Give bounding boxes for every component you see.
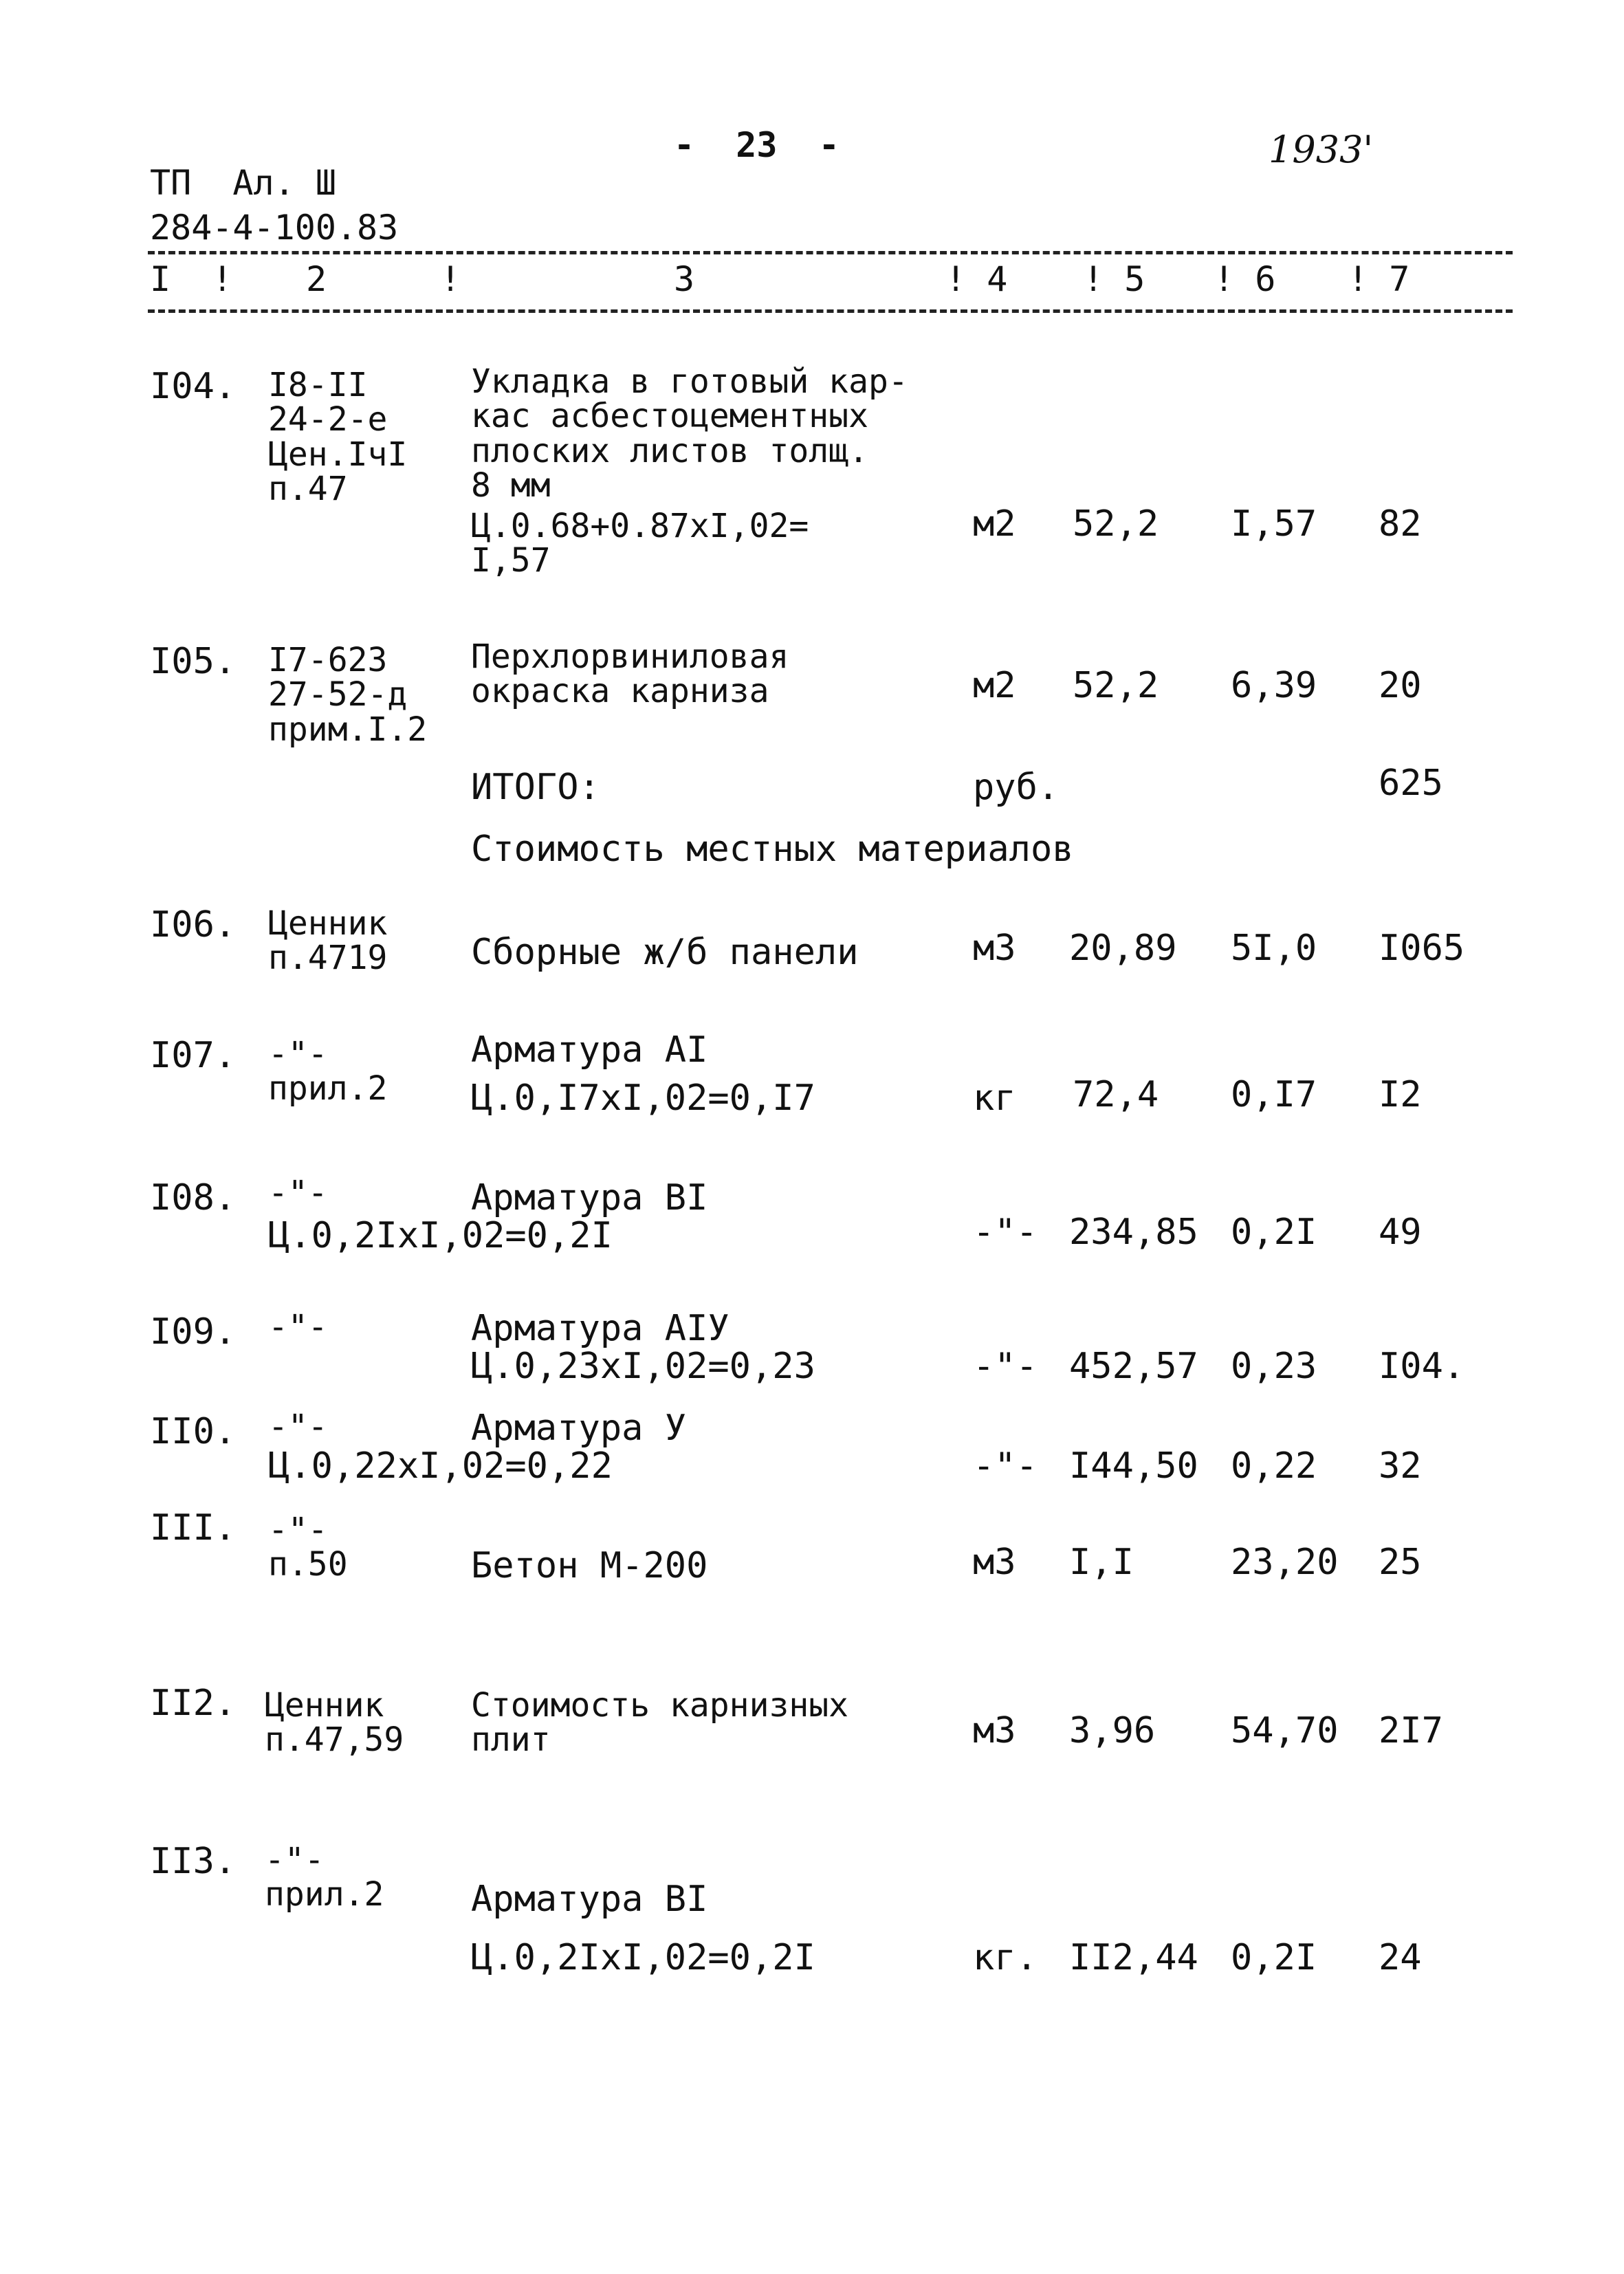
row-number: II0.: [150, 1411, 237, 1452]
row-total: 20: [1379, 665, 1422, 706]
row-price: 0,22: [1231, 1445, 1317, 1487]
row-total: 82: [1379, 503, 1422, 545]
row-unit: м3: [973, 1542, 1016, 1583]
row-number: I07.: [150, 1035, 237, 1076]
row-total: I065: [1379, 928, 1465, 969]
project-code-line1: ТП Ал. Ш: [150, 163, 336, 203]
row-price: I,57: [1231, 503, 1317, 545]
row-number: II2.: [150, 1683, 237, 1724]
row-number: I05.: [150, 641, 237, 682]
row-reference: -"- п.50: [268, 1511, 348, 1584]
row-calculation: Ц.0,I7хI,02=0,I7: [471, 1078, 815, 1119]
row-total: 2I7: [1379, 1710, 1443, 1751]
row-quantity: 52,2: [1073, 503, 1159, 545]
row-description: Перхлорвиниловая окраска карниза: [471, 637, 789, 711]
column-header-5: ! 5: [1083, 259, 1145, 299]
row-reference: -"-: [268, 1174, 328, 1212]
column-header-1: I !: [150, 259, 233, 299]
row-number: III.: [150, 1507, 237, 1549]
row-unit: м2: [973, 665, 1016, 706]
row-calculation: Ц.0,2IхI,02=0,2I: [471, 1937, 815, 1978]
section-heading: Стоимость местных материалов: [471, 829, 1074, 870]
row-description: Бетон М-200: [471, 1545, 708, 1586]
row-unit: кг.: [973, 1937, 1038, 1978]
row-description: Арматура ВI: [471, 1879, 708, 1920]
row-unit: -"-: [973, 1445, 1038, 1487]
row-reference: -"- прил.2: [265, 1841, 384, 1914]
row-description: Арматура АI: [471, 1029, 708, 1071]
row-total: 32: [1379, 1445, 1422, 1487]
column-header-4: ! 4: [945, 259, 1008, 299]
row-quantity: 52,2: [1073, 665, 1159, 706]
subtotal-total: 625: [1379, 763, 1443, 804]
row-quantity: I,I: [1069, 1542, 1134, 1583]
row-quantity: 72,4: [1073, 1074, 1159, 1115]
project-code-line2: 284-4-100.83: [150, 208, 399, 248]
row-price: 0,23: [1231, 1346, 1317, 1387]
row-quantity: I44,50: [1069, 1445, 1198, 1487]
row-reference: -"- прил.2: [268, 1035, 388, 1108]
row-calculation: Ц.0,2IхI,02=0,2I: [268, 1215, 613, 1256]
row-reference: Ценник п.47,59: [265, 1686, 404, 1760]
row-total: 24: [1379, 1937, 1422, 1978]
row-unit: м3: [973, 928, 1016, 969]
row-number: I08.: [150, 1177, 237, 1218]
row-reference: -"-: [268, 1308, 328, 1346]
row-description: Арматура ВI: [471, 1177, 708, 1218]
row-reference: I8-II 24-2-е Цен.IчI п.47: [268, 366, 408, 509]
row-price: 6,39: [1231, 665, 1317, 706]
column-header-2: 2: [306, 259, 327, 299]
row-unit: кг: [973, 1078, 1016, 1119]
row-description: Сборные ж/б панели: [471, 932, 859, 973]
row-unit: -"-: [973, 1346, 1038, 1387]
row-description: Арматура АIУ: [471, 1308, 729, 1349]
row-calculation: Ц.0,23хI,02=0,23: [471, 1346, 815, 1387]
row-description: Стоимость карнизных плит: [471, 1686, 849, 1760]
row-number: I04.: [150, 366, 237, 407]
row-reference: -"-: [268, 1408, 328, 1446]
row-quantity: 20,89: [1069, 928, 1177, 969]
handwritten-number: 1933': [1269, 128, 1374, 171]
row-unit: м2: [973, 503, 1016, 545]
row-total: I2: [1379, 1074, 1422, 1115]
row-price: 0,I7: [1231, 1074, 1317, 1115]
column-header-7: ! 7: [1348, 259, 1410, 299]
column-header-6: ! 6: [1214, 259, 1276, 299]
row-total: 49: [1379, 1212, 1422, 1253]
row-price: 23,20: [1231, 1542, 1339, 1583]
header-rule-top: [148, 251, 1513, 254]
row-reference: I7-623 27-52-д прим.I.2: [268, 641, 428, 749]
page-number: - 23 -: [674, 125, 840, 165]
row-calculation: Ц.0.68+0.87хI,02= I,57: [471, 507, 809, 580]
row-reference: Ценник п.4719: [268, 904, 388, 978]
row-unit: -"-: [973, 1212, 1038, 1253]
row-total: I04.: [1379, 1346, 1465, 1387]
column-header-3: 3: [674, 259, 695, 299]
row-price: 0,2I: [1231, 1937, 1317, 1978]
row-calculation: Ц.0,22хI,02=0,22: [268, 1445, 613, 1487]
row-price: 0,2I: [1231, 1212, 1317, 1253]
subtotal-label: ИТОГО:: [471, 767, 600, 808]
row-unit: м3: [973, 1710, 1016, 1751]
header-rule-bottom: [148, 309, 1513, 313]
row-price: 5I,0: [1231, 928, 1317, 969]
row-number: I09.: [150, 1311, 237, 1353]
row-description: Арматура У: [471, 1408, 687, 1449]
row-price: 54,70: [1231, 1710, 1339, 1751]
subtotal-unit: руб.: [973, 767, 1060, 808]
row-quantity: 452,57: [1069, 1346, 1198, 1387]
column-header-sep: !: [440, 259, 461, 299]
row-total: 25: [1379, 1542, 1422, 1583]
row-quantity: 3,96: [1069, 1710, 1156, 1751]
row-number: I06.: [150, 904, 237, 945]
row-number: II3.: [150, 1841, 237, 1882]
row-quantity: 234,85: [1069, 1212, 1198, 1253]
row-quantity: II2,44: [1069, 1937, 1198, 1978]
row-description: Укладка в готовый кар- кас асбестоцементных плоских листов толщ. 8 мм: [471, 362, 908, 505]
